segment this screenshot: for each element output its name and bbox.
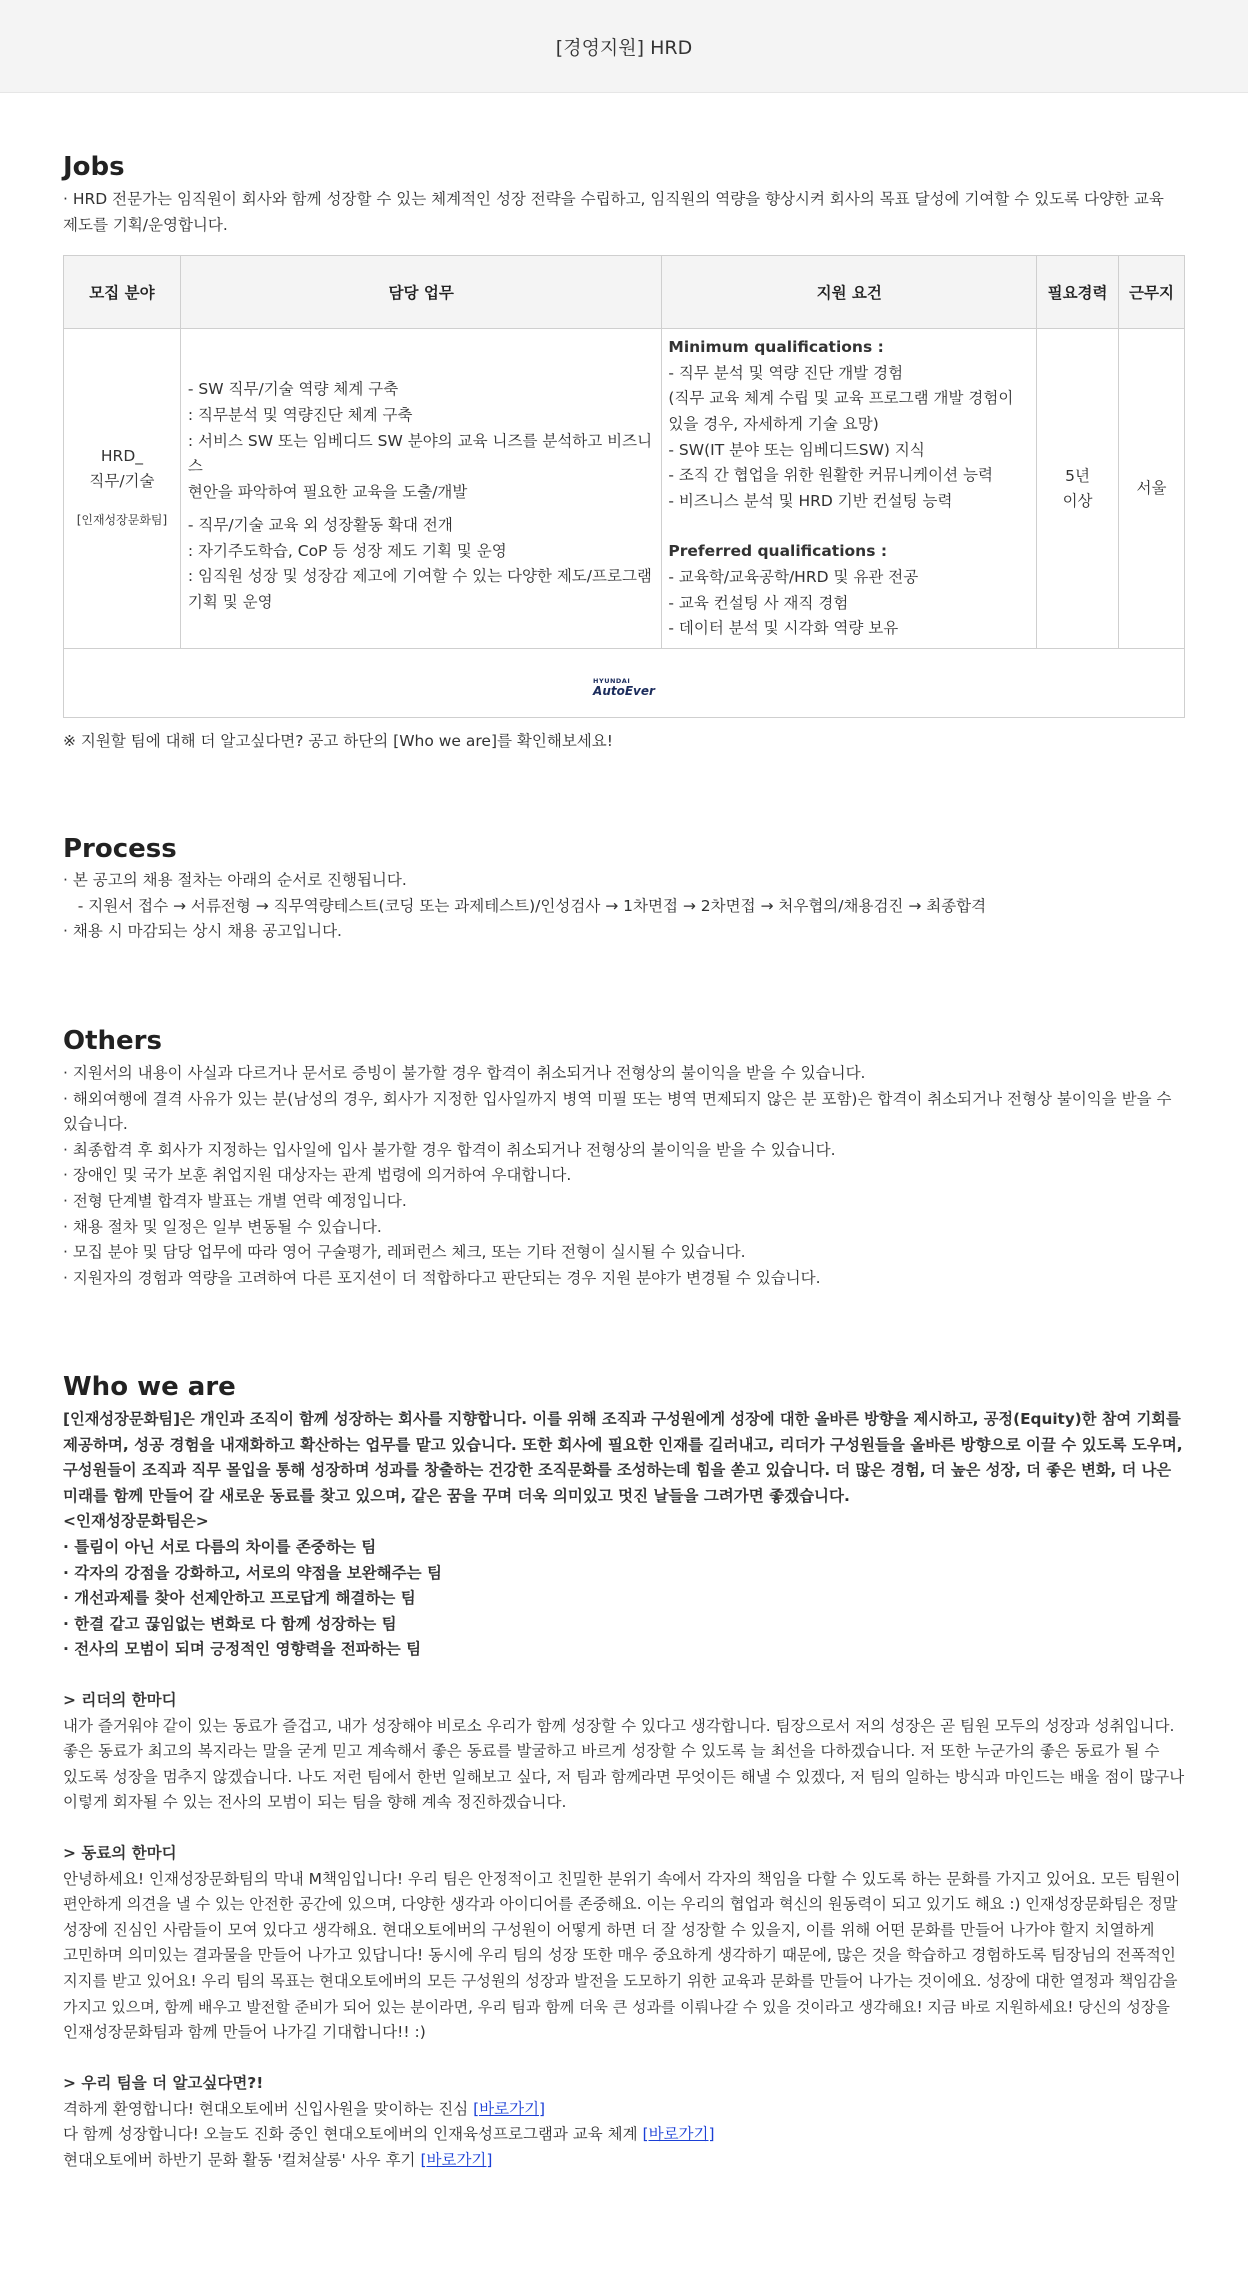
- leader-line: 있도록 성장을 멈추지 않겠습니다. 나도 저런 팀에서 한번 일해보고 싶다, 저 팀과 함께라면 무엇이든 해낼 수 있겠다, 저 팀의 일하는 방식과 마인드는 배울 점이 많구나: [63, 1767, 1185, 1786]
- requirement-line: - 데이터 분석 및 시각화 역량 보유: [668, 619, 899, 638]
- duty-line: : 임직원 성장 및 성장감 제고에 기여할 수 있는 다양한 제도/프로그램: [187, 567, 652, 586]
- location-cell: 서울: [1119, 329, 1185, 649]
- peer-line: 편안하게 의견을 낼 수 있는 안전한 공간에 있으며, 다양한 생각과 아이디어를 존중해요. 이는 우리의 협업과 혁신의 원동력이 되고 있기도 해요 :) 인재성장문화팀은 정말: [63, 1895, 1178, 1914]
- who-intro-line: 미래를 함께 만들어 갈 새로운 동료를 찾고 있으며, 같은 꿈을 꾸며 더욱 의미있고 멋진 날들을 그려가면 좋겠습니다.: [63, 1486, 850, 1505]
- leader-comment: [63, 1688, 1185, 1816]
- others-line: · 지원자의 경험과 역량을 고려하여 다른 포지션이 더 적합하다고 판단되는 경우 지원 분야가 변경될 수 있습니다.: [63, 1268, 821, 1287]
- company-logo: [593, 678, 655, 697]
- peer-comment: [63, 1841, 1185, 2046]
- category-cell: [64, 329, 181, 649]
- peer-line: 지지를 받고 있어요! 우리 팀의 목표는 현대오토에버의 모든 구성원의 성장과 발전을 도모하기 위한 교육과 문화를 만들어 나가는 것이에요. 성장에 대한 열정과 책임감을: [63, 1971, 1178, 1990]
- others-line: · 모집 분야 및 담당 업무에 따라 영어 구술평가, 레퍼런스 체크, 또는 기타 전형이 실시될 수 있습니다.: [63, 1243, 746, 1262]
- requirement-line: 있을 경우, 자세하게 기술 요망): [668, 415, 879, 434]
- leader-line: 이렇게 회자될 수 있는 전사의 모범이 되는 팀을 향해 계속 정진하겠습니다.: [63, 1793, 567, 1812]
- who-team-trait: · 각자의 강점을 강화하고, 서로의 약점을 보완해주는 팀: [63, 1563, 442, 1582]
- more-links: [63, 2071, 1185, 2173]
- others-list: [63, 1061, 1185, 1291]
- header-location: 근무지: [1119, 256, 1185, 329]
- duties-cell: [180, 329, 661, 649]
- page-header: [0, 0, 1248, 93]
- page-title: [경영지원] HRD: [555, 36, 693, 59]
- shortcut-link[interactable]: [바로가기]: [642, 2125, 715, 2144]
- who-team-trait: · 개선과제를 찾아 선제안하고 프로답게 해결하는 팀: [63, 1589, 416, 1608]
- minimum-qualifications-title: Minimum qualifications :: [668, 338, 884, 357]
- jobs-intro-line: 제도를 기획/운영합니다.: [63, 215, 228, 234]
- jobs-note: [63, 729, 1185, 755]
- who-team-trait: · 한결 같고 끊임없는 변화로 다 함께 성장하는 팀: [63, 1614, 397, 1633]
- logo-top-text: HYUNDAI: [593, 677, 631, 686]
- category-line: 직무/기술: [89, 472, 155, 490]
- others-line: · 지원서의 내용이 사실과 다르거나 문서로 증빙이 불가할 경우 합격이 취소되거나 전형상의 불이익을 받을 수 있습니다.: [63, 1064, 866, 1082]
- leader-line: 좋은 동료가 최고의 복지라는 말을 굳게 믿고 계속해서 좋은 동료를 발굴하고 바르게 성장할 수 있도록 늘 최선을 다하겠습니다. 저 또한 누군가의 좋은 동료가 될 수: [63, 1742, 1160, 1761]
- jobs-intro: [63, 187, 1185, 238]
- jobs-intro-line: · HRD 전문가는 임직원이 회사와 함께 성장할 수 있는 체계적인 성장 전략을 수립하고, 임직원의 역량을 향상시켜 회사의 목표 달성에 기여할 수 있도록 다양한 교육: [63, 190, 1164, 208]
- duty-line: 기획 및 운영: [187, 593, 273, 612]
- duty-line: : 서비스 SW 또는 임베디드 SW 분야의 교육 니즈를 분석하고 비즈니스: [187, 431, 653, 476]
- requirement-line: - 교육학/교육공학/HRD 및 유관 전공: [668, 567, 919, 586]
- logo-row: [64, 649, 1185, 718]
- team-name: [인재성장문화팀]: [76, 513, 168, 527]
- more-link-line: [63, 2097, 1185, 2123]
- requirement-line: - SW(IT 분야 또는 임베디드SW) 지식: [668, 440, 925, 459]
- experience-line: 5년: [1065, 466, 1090, 485]
- peer-line: 고민하며 의미있는 결과물을 만들어 나가고 있답니다! 동시에 우리 팀의 성장 또한 매우 중요하게 생각하기 때문에, 많은 것을 학습하고 경험하도록 팀장님의 전폭적인: [63, 1946, 1176, 1965]
- duty-line: : 자기주도학습, CoP 등 성장 제도 기획 및 운영: [187, 541, 507, 560]
- who-intro-line: 구성원들이 조직과 직무 몰입을 통해 성장하며 성과를 창출하는 건강한 조직문화를 조성하는데 힘을 쏟고 있습니다. 더 많은 경험, 더 높은 성장, 더 좋은 변화, 더 나은: [63, 1461, 1172, 1480]
- header-requirements: 지원 요건: [662, 256, 1037, 329]
- logo-main-text: AutoEver: [593, 683, 655, 698]
- table-row: [64, 329, 1185, 649]
- more-title: > 우리 팀을 더 알고싶다면?!: [63, 2074, 264, 2092]
- others-line: · 해외여행에 결격 사유가 있는 분(남성의 경우, 회사가 지정한 입사일까지 병역 미필 또는 병역 면제되지 않은 분 포함)은 합격이 취소되거나 전형상 불이익을 받을 수: [63, 1089, 1172, 1108]
- who-intro: [63, 1407, 1185, 1663]
- shortcut-link[interactable]: [바로가기]: [420, 2150, 493, 2169]
- shortcut-link[interactable]: [바로가기]: [473, 2099, 546, 2118]
- requirement-line: - 비즈니스 분석 및 HRD 기반 컨설팅 능력: [668, 491, 953, 510]
- who-intro-line: [인재성장문화팀]은 개인과 조직이 함께 성장하는 회사를 지향합니다. 이를 위해 조직과 구성원에게 성장에 대한 올바른 방향을 제시하고, 공정(Equity)한 참여 기회를: [63, 1410, 1181, 1428]
- header-category: 모집 분야: [64, 256, 181, 329]
- duty-line: 현안을 파악하여 필요한 교육을 도출/개발: [187, 482, 468, 501]
- process-list: [63, 868, 1185, 945]
- duty-line: - 직무/기술 교육 외 성장활동 확대 전개: [187, 516, 453, 535]
- others-line: · 장애인 및 국가 보훈 취업지원 대상자는 관계 법령에 의거하여 우대합니다.: [63, 1166, 572, 1185]
- others-heading: Others: [63, 1026, 162, 1056]
- more-link-text: 다 함께 성장합니다! 오늘도 진화 중인 현대오토에버의 인재육성프로그램과 교육 체계: [63, 2125, 643, 2144]
- peer-line: 인재성장문화팀과 함께 만들어 나가길 기대합니다!! :): [63, 2023, 426, 2042]
- table-header-row: [64, 256, 1185, 329]
- more-link-line: [63, 2122, 1185, 2148]
- others-line: · 전형 단계별 합격자 발표는 개별 연락 예정입니다.: [63, 1191, 407, 1210]
- process-steps: - 지원서 접수 → 서류전형 → 직무역량테스트(코딩 또는 과제테스트)/인성검사 → 1차면접 → 2차면접 → 처우협의/채용검진 → 최종합격: [63, 896, 987, 915]
- experience-cell: [1037, 329, 1119, 649]
- category-line: HRD_: [100, 447, 144, 465]
- more-link-line: [63, 2148, 1185, 2174]
- peer-title: > 동료의 한마디: [63, 1844, 177, 1862]
- requirement-line: - 직무 분석 및 역량 진단 개발 경험: [668, 363, 904, 382]
- preferred-qualifications-title: Preferred qualifications :: [668, 542, 888, 561]
- requirement-line: (직무 교육 체계 수립 및 교육 프로그램 개발 경험이: [668, 389, 1014, 408]
- others-line: · 채용 절차 및 일정은 일부 변동될 수 있습니다.: [63, 1217, 382, 1236]
- jobs-heading: Jobs: [63, 152, 125, 182]
- peer-line: 성장에 진심인 사람들이 모여 있다고 생각해요. 현대오토에버의 구성원이 어떻게 하면 더 잘 성장할 수 있을지, 이를 위해 어떤 문화를 만들어 나가야 할지 치열하게: [63, 1920, 1155, 1939]
- jobs-table: [63, 255, 1185, 718]
- peer-line: 안녕하세요! 인재성장문화팀의 막내 M책임입니다! 우리 팀은 안정적이고 친밀한 분위기 속에서 각자의 책임을 다할 수 있도록 하는 문화를 가지고 있어요. 모든 팀원이: [63, 1869, 1181, 1888]
- experience-line: 이상: [1062, 491, 1093, 510]
- who-intro-line: 제공하며, 성공 경험을 내재화하고 확산하는 업무를 맡고 있습니다. 또한 회사에 필요한 인재를 길러내고, 리더가 구성원들을 올바른 방향으로 이끌 수 있도록 도우며,: [63, 1435, 1183, 1454]
- more-link-text: 현대오토에버 하반기 문화 활동 '컬쳐살롱' 사우 후기: [63, 2150, 421, 2169]
- who-team-label: <인재성장문화팀은>: [63, 1512, 209, 1531]
- requirements-cell: [662, 329, 1037, 649]
- who-team-trait: · 전사의 모범이 되며 긍정적인 영향력을 전파하는 팀: [63, 1640, 422, 1659]
- who-team-trait: · 틀림이 아닌 서로 다름의 차이를 존중하는 팀: [63, 1537, 377, 1556]
- process-line: · 본 공고의 채용 절차는 아래의 순서로 진행됩니다.: [63, 871, 407, 889]
- header-experience: 필요경력: [1037, 256, 1119, 329]
- process-heading: Process: [63, 834, 177, 864]
- more-link-text: 격하게 환영합니다! 현대오토에버 신입사원을 맞이하는 진심: [63, 2099, 474, 2118]
- leader-line: 내가 즐거워야 같이 있는 동료가 즐겁고, 내가 성장해야 비로소 우리가 함께 성장할 수 있다고 생각합니다. 팀장으로서 저의 성장은 곧 팀원 모두의 성장과 성취입니다.: [63, 1716, 1175, 1735]
- header-duties: 담당 업무: [180, 256, 661, 329]
- duty-line: : 직무분석 및 역량진단 체계 구축: [187, 405, 413, 424]
- others-line: 있습니다.: [63, 1115, 128, 1134]
- peer-line: 가지고 있으며, 함께 배우고 발전할 준비가 되어 있는 분이라면, 우리 팀과 함께 더욱 큰 성과를 이뤄나갈 수 있을 것이라고 생각해요! 지금 바로 지원하세요! 당신의 성장을: [63, 1997, 1170, 2016]
- logo-cell: [64, 649, 1185, 718]
- process-line: · 채용 시 마감되는 상시 채용 공고입니다.: [63, 922, 342, 941]
- requirement-line: - 교육 컨설팅 사 재직 경험: [668, 593, 849, 612]
- jobs-note-text: ※ 지원할 팀에 대해 더 알고싶다면? 공고 하단의 [Who we are]를 확인해보세요!: [63, 732, 613, 750]
- others-line: · 최종합격 후 회사가 지정하는 입사일에 입사 불가할 경우 합격이 취소되거나 전형상의 불이익을 받을 수 있습니다.: [63, 1140, 836, 1159]
- requirement-line: - 조직 간 협업을 위한 원활한 커뮤니케이션 능력: [668, 466, 993, 485]
- leader-title: > 리더의 한마디: [63, 1691, 177, 1709]
- duty-line: - SW 직무/기술 역량 체계 구축: [187, 380, 399, 399]
- who-heading: Who we are: [63, 1372, 236, 1402]
